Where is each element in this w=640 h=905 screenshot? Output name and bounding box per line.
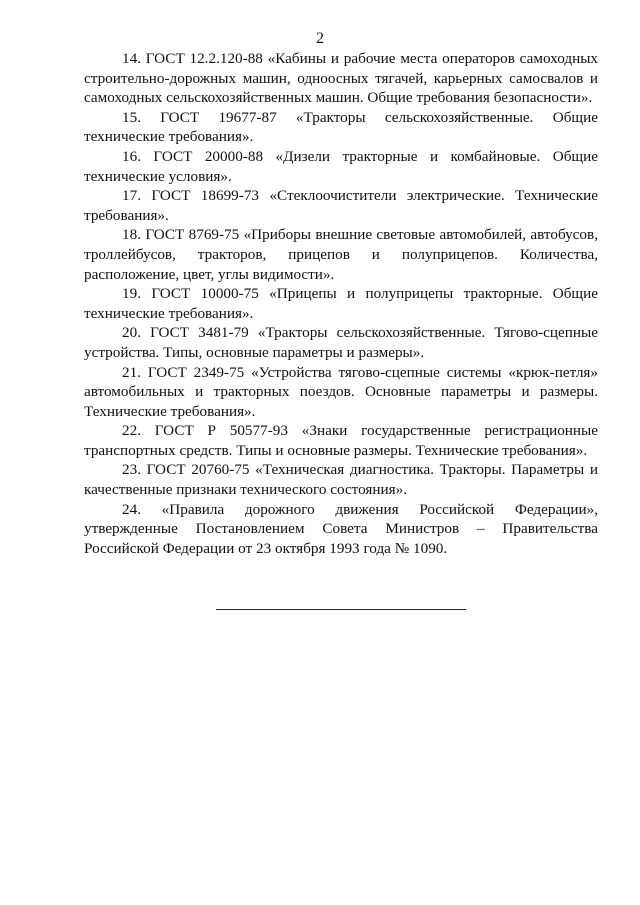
- reference-item-21: 21. ГОСТ 2349-75 «Устройства тягово-сцепные системы «крюк-петля» автомобильных и тракторных поездов. Основные параметры и размеры. Технические требования».: [84, 363, 598, 420]
- reference-item-24: 24. «Правила дорожного движения Российской Федерации», утвержденные Постановлением Совета Министров – Правительства Российской Федерации от 23 октября 1993 года № 1090.: [84, 500, 598, 557]
- reference-item-17: 17. ГОСТ 18699-73 «Стеклоочистители электрические. Технические требования».: [84, 187, 598, 224]
- reference-item-14: 14. ГОСТ 12.2.120-88 «Кабины и рабочие места операторов самоходных строительно-дорожных машин, одноосных тягачей, карьерных самосвалов и самоходных сельскохозяйственных машин. Общие требования безопасности».: [84, 50, 598, 107]
- reference-item-23: 23. ГОСТ 20760-75 «Техническая диагностика. Тракторы. Параметры и качественные признаки технического состояния».: [84, 461, 598, 499]
- reference-item-22: 22. ГОСТ Р 50577-93 «Знаки государственные регистрационные транспортных средств. Типы и основные размеры. Технические требования».: [84, 422, 598, 459]
- reference-item-19: 19. ГОСТ 10000-75 «Прицепы и полуприцепы тракторные. Общие технические требования».: [84, 285, 598, 322]
- closing-divider-line: [216, 609, 466, 610]
- reference-item-15: 15. ГОСТ 19677-87 «Тракторы сельскохозяйственные. Общие технические требования».: [84, 108, 598, 146]
- reference-item-20: 20. ГОСТ 3481-79 «Тракторы сельскохозяйственные. Тягово-сцепные устройства. Типы, основные параметры и размеры».: [84, 324, 598, 361]
- reference-item-18: 18. ГОСТ 8769-75 «Приборы внешние световые автомобилей, автобусов, троллейбусов, тракторов, прицепов и полуприцепов. Количества, расположение, цвет, углы видимости».: [84, 226, 598, 283]
- page-number: 2: [316, 30, 324, 47]
- reference-list: [84, 49, 598, 558]
- reference-item-16: 16. ГОСТ 20000-88 «Дизели тракторные и комбайновые. Общие технические условия».: [84, 147, 598, 185]
